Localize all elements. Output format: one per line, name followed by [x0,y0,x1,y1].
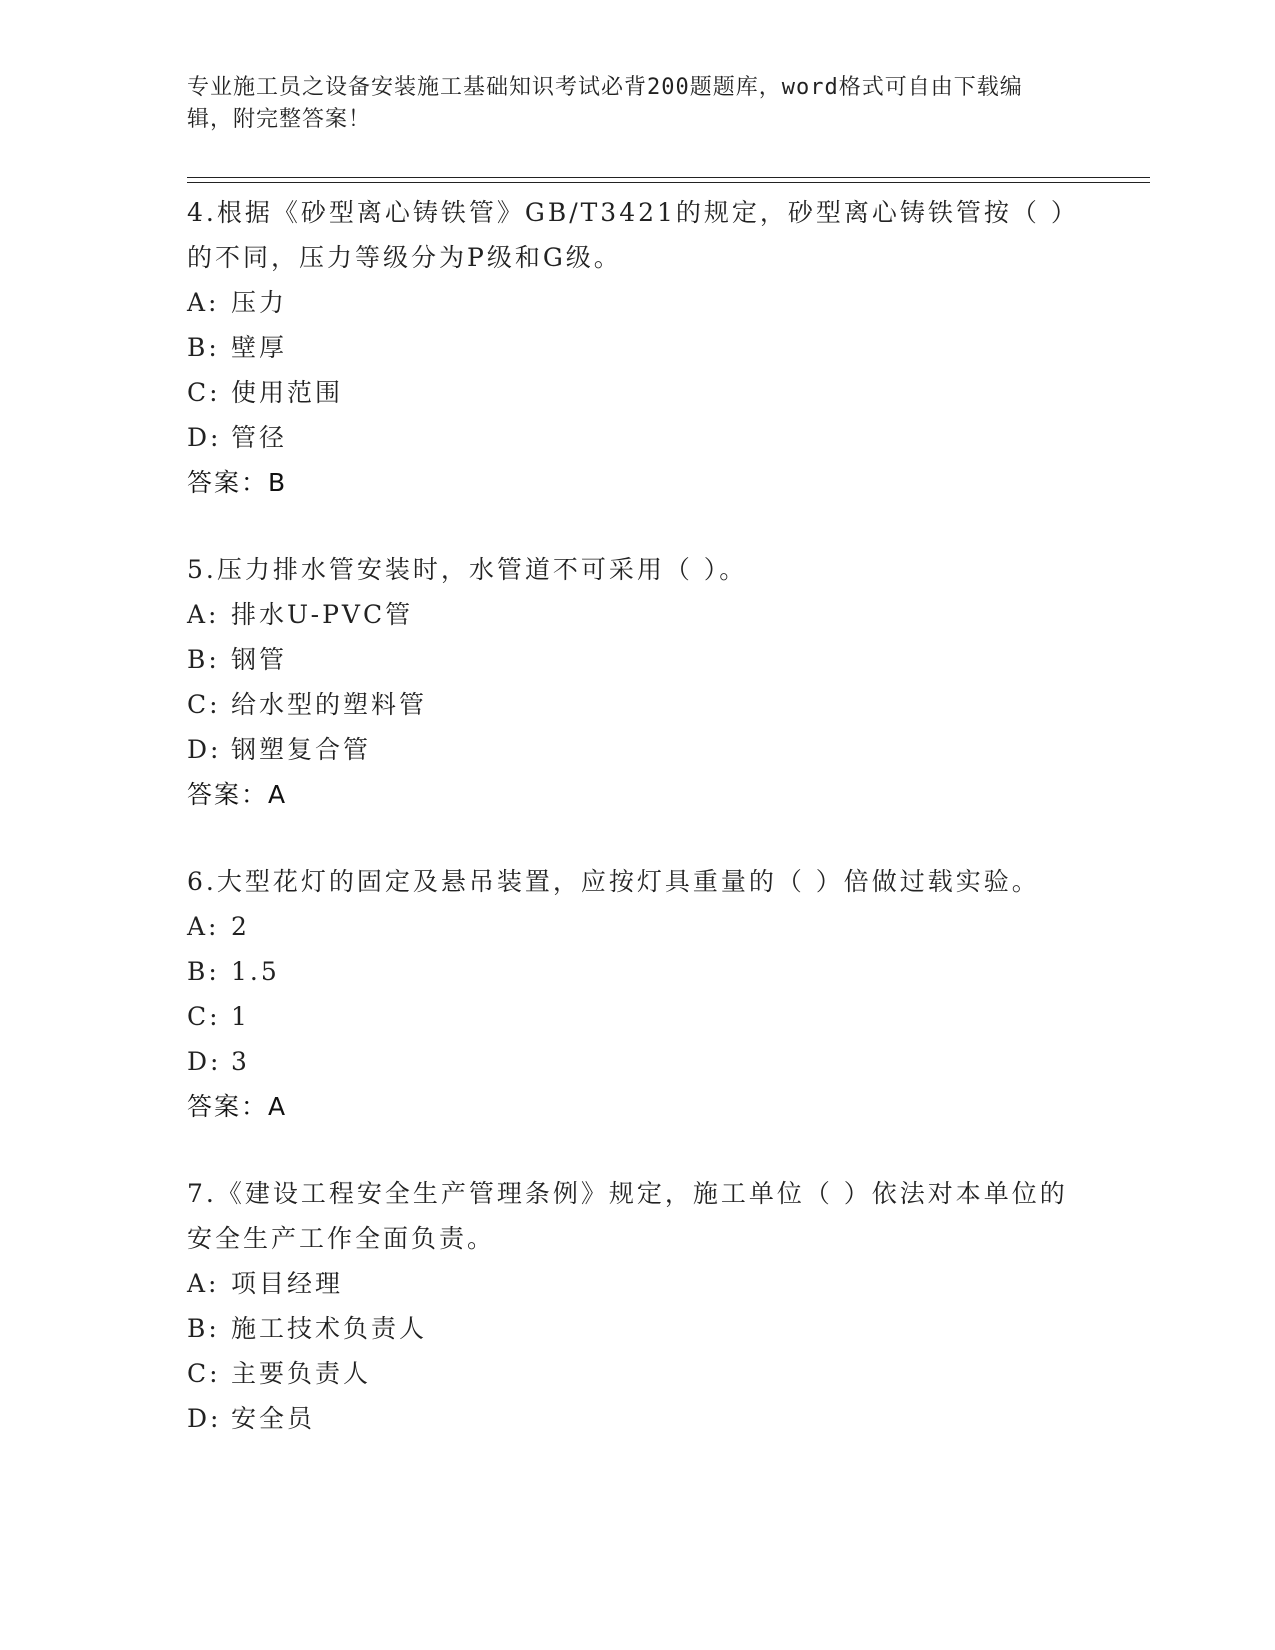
option-letter: C: [187,1359,221,1388]
question-7 [187,1171,1087,1441]
option-c [187,682,1087,727]
option-text: 1.5 [231,957,280,986]
option-c [187,370,1087,415]
option-d [187,1396,1087,1441]
option-a [187,1261,1087,1306]
option-letter: A: [187,1269,220,1298]
option-b [187,637,1087,682]
question-stem: 4.根据《砂型离心铸铁管》GB/T3421的规定，砂型离心铸铁管按（ ）的不同，压力等级分为P级和G级。 [187,198,1079,272]
option-text: 3 [231,1047,250,1076]
option-b [187,949,1087,994]
option-a [187,280,1087,325]
option-letter: B: [187,645,220,674]
option-d [187,727,1087,772]
question-stem: 5.压力排水管安装时，水管道不可采用（ ）。 [187,555,748,584]
answer-line: 答案：A [187,780,288,809]
question-4 [187,190,1087,505]
option-d [187,415,1087,460]
option-c [187,1351,1087,1396]
option-d [187,1039,1087,1084]
option-letter: C: [187,1002,221,1031]
option-letter: A: [187,288,220,317]
option-letter: B: [187,333,220,362]
option-text: 2 [231,912,250,941]
option-c [187,994,1087,1039]
option-text: 壁厚 [231,333,288,362]
option-letter: A: [187,912,220,941]
option-letter: D: [187,423,222,452]
question-stem: 6.大型花灯的固定及悬吊装置，应按灯具重量的（ ）倍做过载实验。 [187,867,1040,896]
option-text: 项目经理 [231,1269,344,1298]
question-list [187,190,1087,1483]
question-5 [187,547,1087,817]
option-text: 1 [231,1002,250,1031]
option-letter: B: [187,1314,220,1343]
question-6 [187,859,1087,1129]
document-header: 专业施工员之设备安装施工基础知识考试必背200题题库，word格式可自由下载编辑，附完整答案！ [187,75,1023,132]
question-stem: 7.《建设工程安全生产管理条例》规定，施工单位（ ）依法对本单位的安全生产工作全面负责。 [187,1179,1068,1253]
option-a [187,904,1087,949]
answer-line: 答案：A [187,1092,288,1121]
option-letter: A: [187,600,220,629]
option-text: 钢塑复合管 [231,735,372,764]
option-b [187,1306,1087,1351]
option-letter: D: [187,735,222,764]
option-letter: B: [187,957,220,986]
header-divider-bottom [187,182,1150,183]
option-text: 管径 [231,423,288,452]
option-text: 给水型的塑料管 [231,690,428,719]
option-letter: D: [187,1404,222,1433]
option-text: 钢管 [231,645,288,674]
answer-line: 答案：B [187,468,288,497]
option-text: 主要负责人 [231,1359,372,1388]
option-a [187,592,1087,637]
header-divider-top [187,177,1150,178]
option-letter: C: [187,378,221,407]
option-b [187,325,1087,370]
option-letter: D: [187,1047,222,1076]
option-text: 排水U-PVC管 [231,600,414,629]
option-text: 压力 [231,288,288,317]
option-text: 施工技术负责人 [231,1314,428,1343]
option-letter: C: [187,690,221,719]
option-text: 使用范围 [231,378,344,407]
option-text: 安全员 [231,1404,316,1433]
